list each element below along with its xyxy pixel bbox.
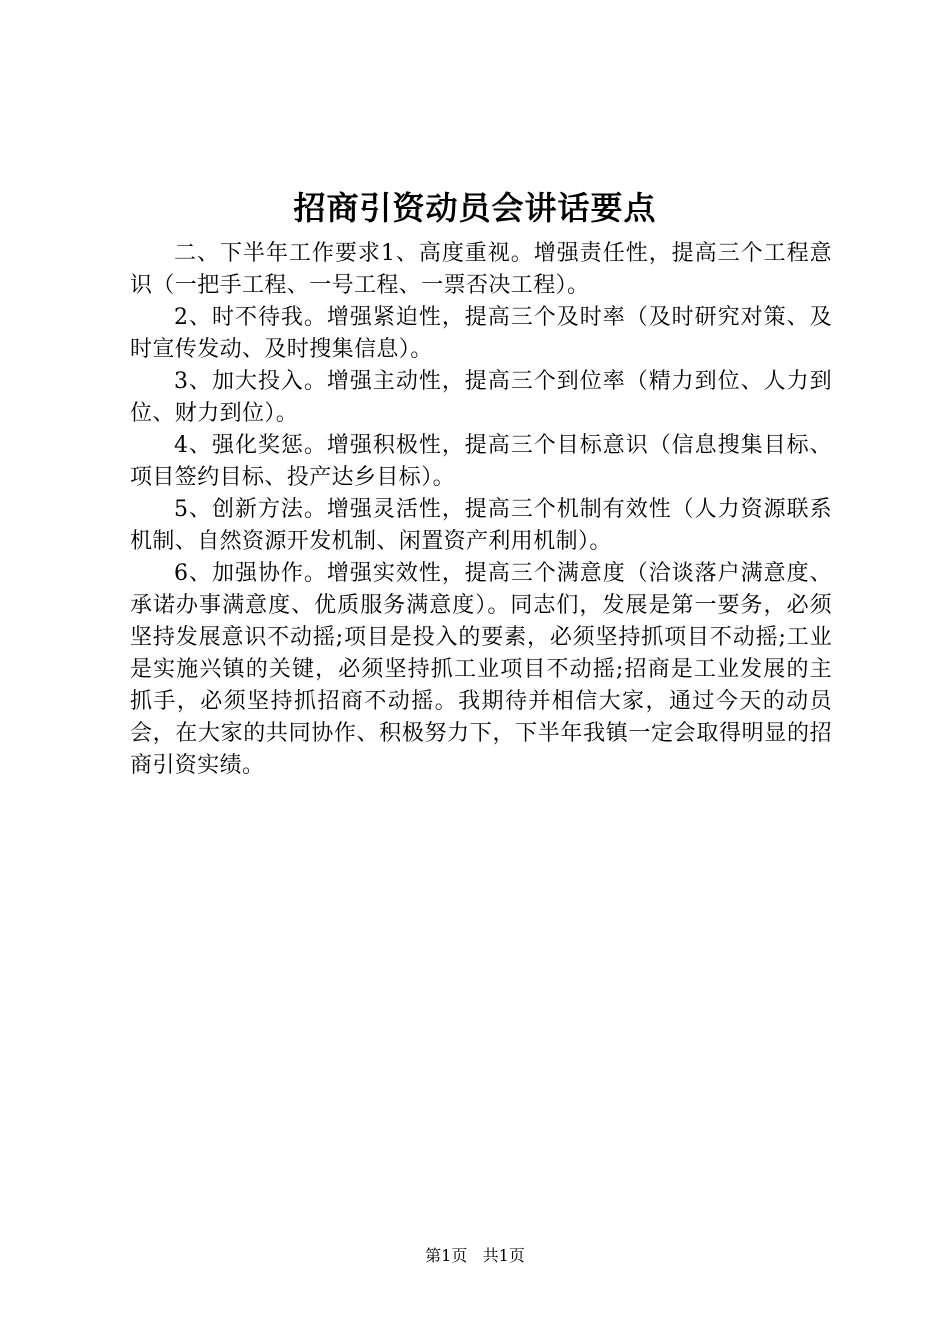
paragraph-2: 2、时不待我。增强紧迫性，提高三个及时率（及时研究对策、及时宣传发动、及时搜集信息）。 (130, 305, 832, 362)
footer-separator (472, 1246, 477, 1265)
page-footer (0, 1244, 950, 1268)
page-number: 第1页 (425, 1246, 468, 1265)
paragraph-5: 5、创新方法。增强灵活性，提高三个机制有效性（人力资源联系机制、自然资源开发机制、闲置资产利用机制）。 (130, 497, 832, 554)
document-body (130, 238, 832, 782)
paragraph-3: 3、加大投入。增强主动性，提高三个到位率（精力到位、人力到位、财力到位）。 (130, 369, 832, 426)
document-title: 招商引资动员会讲话要点 (293, 189, 657, 227)
paragraph-1: 二、下半年工作要求1、高度重视。增强责任性，提高三个工程意识（一把手工程、一号工程、一票否决工程）。 (130, 241, 832, 298)
paragraph-6: 6、加强协作。增强实效性，提高三个满意度（洽谈落户满意度、承诺办事满意度、优质服务满意度）。同志们，发展是第一要务，必须坚持发展意识不动摇;项目是投入的要素，必须坚持抓项目不动摇;工业是实施兴镇的关键，必须坚持抓工业项目不动摇;招商是工业发展的主抓手，必须坚持抓招商不动摇。我期待并相信大家，通过今天的动员会，在大家的共同协作、积极努力下，下半年我镇一定会取得明显的招商引资实绩。 (130, 561, 832, 778)
paragraph-4: 4、强化奖惩。增强积极性，提高三个目标意识（信息搜集目标、项目签约目标、投产达乡目标）。 (130, 433, 832, 490)
page-total: 共1页 (482, 1246, 525, 1265)
